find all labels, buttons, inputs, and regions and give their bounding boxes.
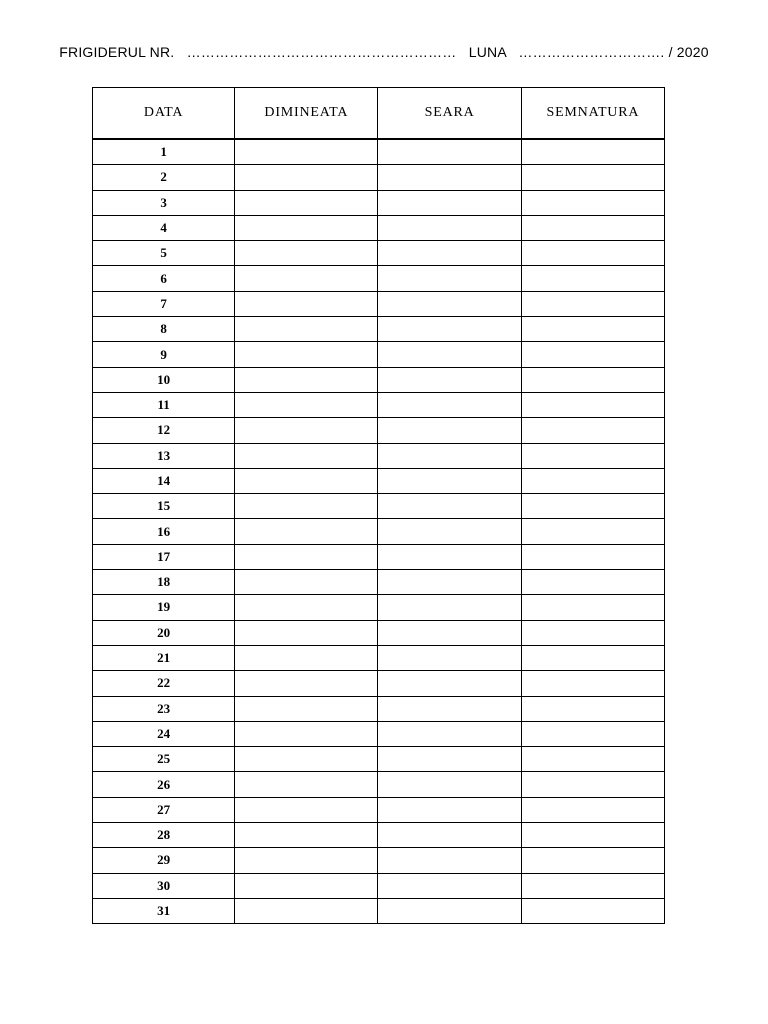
dimineata-cell[interactable] (235, 317, 378, 342)
table-row (93, 494, 665, 519)
seara-cell[interactable] (378, 797, 521, 822)
month-label: LUNA (468, 44, 507, 60)
fridge-number-blank: ………………………………………………… (186, 44, 457, 60)
document-header (0, 44, 768, 60)
semnatura-cell[interactable] (521, 772, 664, 797)
seara-cell[interactable] (378, 494, 521, 519)
table-body (93, 139, 665, 924)
dimineata-cell[interactable] (235, 620, 378, 645)
day-number-cell: 8 (93, 317, 235, 342)
table-row (93, 797, 665, 822)
table-row (93, 671, 665, 696)
semnatura-cell[interactable] (521, 494, 664, 519)
table-row (93, 772, 665, 797)
day-number-cell: 13 (93, 443, 235, 468)
dimineata-cell[interactable] (235, 823, 378, 848)
semnatura-cell[interactable] (521, 266, 664, 291)
day-number-cell: 21 (93, 645, 235, 670)
dimineata-cell[interactable] (235, 392, 378, 417)
semnatura-cell[interactable] (521, 570, 664, 595)
seara-cell[interactable] (378, 848, 521, 873)
dimineata-cell[interactable] (235, 772, 378, 797)
dimineata-cell[interactable] (235, 139, 378, 165)
day-number-cell: 18 (93, 570, 235, 595)
dimineata-cell[interactable] (235, 696, 378, 721)
semnatura-cell[interactable] (521, 696, 664, 721)
table-row (93, 747, 665, 772)
semnatura-cell[interactable] (521, 468, 664, 493)
day-number-cell: 11 (93, 392, 235, 417)
semnatura-cell[interactable] (521, 418, 664, 443)
dimineata-cell[interactable] (235, 266, 378, 291)
semnatura-cell[interactable] (521, 873, 664, 898)
seara-cell[interactable] (378, 721, 521, 746)
table-row (93, 696, 665, 721)
semnatura-cell[interactable] (521, 747, 664, 772)
seara-cell[interactable] (378, 317, 521, 342)
seara-cell[interactable] (378, 165, 521, 190)
day-number-cell: 28 (93, 823, 235, 848)
table-row (93, 570, 665, 595)
semnatura-cell[interactable] (521, 291, 664, 316)
seara-cell[interactable] (378, 544, 521, 569)
semnatura-cell[interactable] (521, 721, 664, 746)
day-number-cell: 6 (93, 266, 235, 291)
seara-cell[interactable] (378, 468, 521, 493)
dimineata-cell[interactable] (235, 747, 378, 772)
table-row (93, 645, 665, 670)
seara-cell[interactable] (378, 392, 521, 417)
dimineata-cell[interactable] (235, 468, 378, 493)
semnatura-cell[interactable] (521, 317, 664, 342)
day-number-cell: 9 (93, 342, 235, 367)
table-row (93, 190, 665, 215)
seara-cell[interactable] (378, 241, 521, 266)
table-row (93, 418, 665, 443)
day-number-cell: 19 (93, 595, 235, 620)
table-row (93, 139, 665, 165)
table-row (93, 342, 665, 367)
semnatura-cell[interactable] (521, 645, 664, 670)
day-number-cell: 24 (93, 721, 235, 746)
dimineata-cell[interactable] (235, 570, 378, 595)
dimineata-cell[interactable] (235, 215, 378, 240)
seara-cell[interactable] (378, 215, 521, 240)
table-header-row (93, 88, 665, 140)
dimineata-cell[interactable] (235, 671, 378, 696)
day-number-cell: 23 (93, 696, 235, 721)
day-number-cell: 1 (93, 139, 235, 165)
table-row (93, 620, 665, 645)
table-row (93, 367, 665, 392)
table-row (93, 848, 665, 873)
day-number-cell: 29 (93, 848, 235, 873)
semnatura-cell[interactable] (521, 165, 664, 190)
semnatura-cell[interactable] (521, 519, 664, 544)
semnatura-cell[interactable] (521, 797, 664, 822)
semnatura-cell[interactable] (521, 215, 664, 240)
fridge-label: FRIGIDERUL NR. (59, 44, 175, 60)
semnatura-cell[interactable] (521, 241, 664, 266)
seara-cell[interactable] (378, 139, 521, 165)
table-row (93, 392, 665, 417)
seara-cell[interactable] (378, 342, 521, 367)
day-number-cell: 26 (93, 772, 235, 797)
day-number-cell: 20 (93, 620, 235, 645)
seara-cell[interactable] (378, 747, 521, 772)
table-row (93, 595, 665, 620)
day-number-cell: 22 (93, 671, 235, 696)
table-row (93, 215, 665, 240)
seara-cell[interactable] (378, 443, 521, 468)
dimineata-cell[interactable] (235, 797, 378, 822)
seara-cell[interactable] (378, 418, 521, 443)
seara-cell[interactable] (378, 266, 521, 291)
dimineata-cell[interactable] (235, 544, 378, 569)
temperature-log-table (92, 87, 665, 924)
seara-cell[interactable] (378, 873, 521, 898)
column-header-seara: SEARA (378, 88, 521, 140)
dimineata-cell[interactable] (235, 418, 378, 443)
seara-cell[interactable] (378, 645, 521, 670)
day-number-cell: 4 (93, 215, 235, 240)
seara-cell[interactable] (378, 519, 521, 544)
seara-cell[interactable] (378, 696, 521, 721)
day-number-cell: 31 (93, 898, 235, 923)
dimineata-cell[interactable] (235, 367, 378, 392)
table-row (93, 721, 665, 746)
dimineata-cell[interactable] (235, 645, 378, 670)
dimineata-cell[interactable] (235, 595, 378, 620)
semnatura-cell[interactable] (521, 823, 664, 848)
semnatura-cell[interactable] (521, 671, 664, 696)
table-row (93, 165, 665, 190)
seara-cell[interactable] (378, 190, 521, 215)
seara-cell[interactable] (378, 898, 521, 923)
semnatura-cell[interactable] (521, 342, 664, 367)
seara-cell[interactable] (378, 620, 521, 645)
dimineata-cell[interactable] (235, 291, 378, 316)
year-text: / 2020 (668, 44, 709, 60)
dimineata-cell[interactable] (235, 190, 378, 215)
table-row (93, 443, 665, 468)
table-row (93, 291, 665, 316)
table-row (93, 241, 665, 266)
seara-cell[interactable] (378, 367, 521, 392)
dimineata-cell[interactable] (235, 165, 378, 190)
day-number-cell: 30 (93, 873, 235, 898)
semnatura-cell[interactable] (521, 620, 664, 645)
day-number-cell: 16 (93, 519, 235, 544)
table-row (93, 898, 665, 923)
seara-cell[interactable] (378, 595, 521, 620)
day-number-cell: 10 (93, 367, 235, 392)
semnatura-cell[interactable] (521, 544, 664, 569)
day-number-cell: 14 (93, 468, 235, 493)
semnatura-cell[interactable] (521, 139, 664, 165)
seara-cell[interactable] (378, 570, 521, 595)
dimineata-cell[interactable] (235, 443, 378, 468)
semnatura-cell[interactable] (521, 443, 664, 468)
semnatura-cell[interactable] (521, 848, 664, 873)
seara-cell[interactable] (378, 671, 521, 696)
dimineata-cell[interactable] (235, 342, 378, 367)
dimineata-cell[interactable] (235, 494, 378, 519)
semnatura-cell[interactable] (521, 190, 664, 215)
table-row (93, 544, 665, 569)
seara-cell[interactable] (378, 772, 521, 797)
day-number-cell: 12 (93, 418, 235, 443)
column-header-semnatura: SEMNATURA (521, 88, 664, 140)
month-blank: …………………………. (518, 44, 665, 60)
day-number-cell: 2 (93, 165, 235, 190)
day-number-cell: 27 (93, 797, 235, 822)
dimineata-cell[interactable] (235, 873, 378, 898)
day-number-cell: 3 (93, 190, 235, 215)
table-row (93, 266, 665, 291)
semnatura-cell[interactable] (521, 367, 664, 392)
semnatura-cell[interactable] (521, 595, 664, 620)
day-number-cell: 15 (93, 494, 235, 519)
day-number-cell: 7 (93, 291, 235, 316)
semnatura-cell[interactable] (521, 898, 664, 923)
seara-cell[interactable] (378, 291, 521, 316)
table-row (93, 873, 665, 898)
day-number-cell: 25 (93, 747, 235, 772)
day-number-cell: 5 (93, 241, 235, 266)
day-number-cell: 17 (93, 544, 235, 569)
table-row (93, 317, 665, 342)
dimineata-cell[interactable] (235, 848, 378, 873)
dimineata-cell[interactable] (235, 241, 378, 266)
table-row (93, 519, 665, 544)
table-row (93, 468, 665, 493)
dimineata-cell[interactable] (235, 721, 378, 746)
column-header-data: DATA (93, 88, 235, 140)
column-header-dimineata: DIMINEATA (235, 88, 378, 140)
dimineata-cell[interactable] (235, 898, 378, 923)
dimineata-cell[interactable] (235, 519, 378, 544)
seara-cell[interactable] (378, 823, 521, 848)
table-row (93, 823, 665, 848)
semnatura-cell[interactable] (521, 392, 664, 417)
